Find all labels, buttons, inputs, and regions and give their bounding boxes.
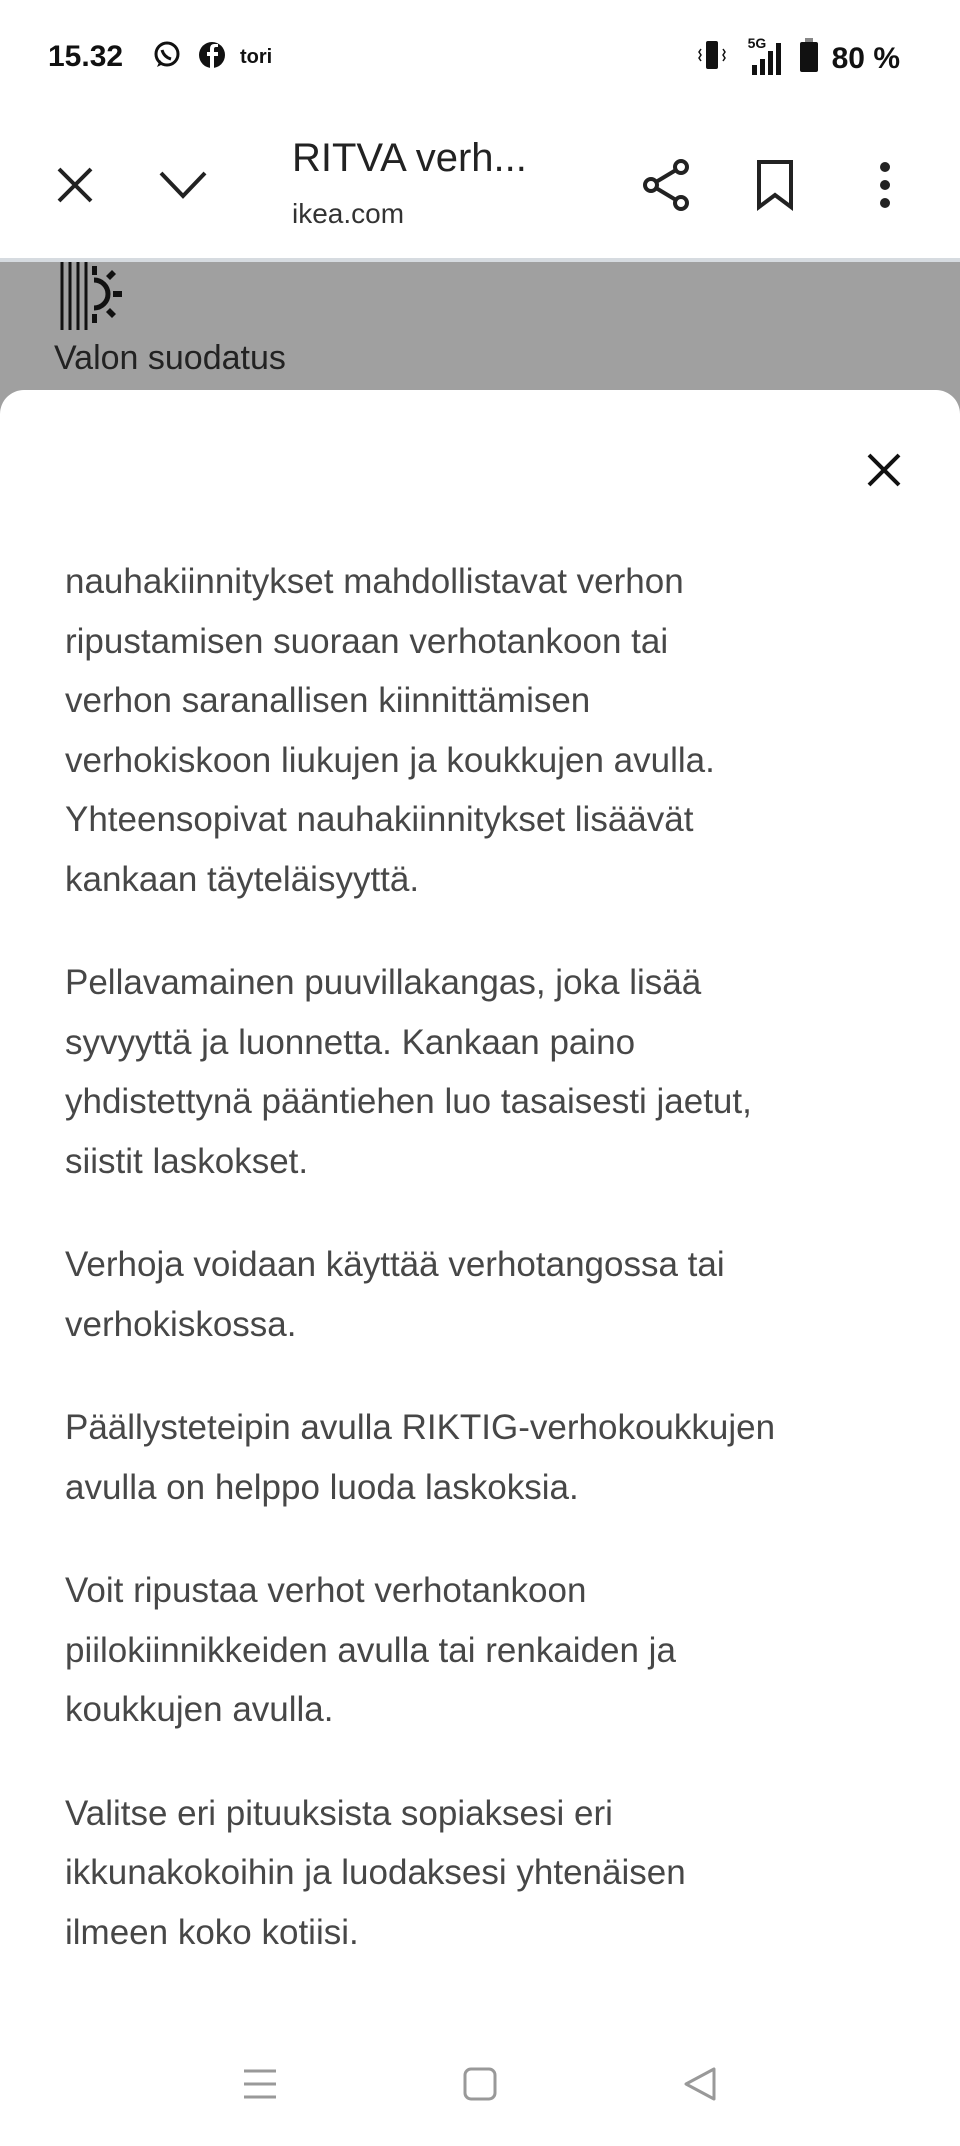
paragraph-line: Yhteensopivat nauhakiinnitykset lisäävät [65, 800, 694, 839]
paragraph-line: syvyyttä ja luonnetta. Kankaan paino [65, 1022, 636, 1062]
square-icon [462, 2066, 498, 2102]
network-type: 5G [747, 35, 767, 51]
minimize-button[interactable] [148, 150, 218, 220]
page-domain: ikea.com [292, 198, 405, 229]
light-filtering-label: Valon suodatus [54, 339, 286, 377]
paragraph-line: avulla on helppo luoda laskoksia. [65, 1467, 579, 1507]
product-details-sheet [0, 390, 960, 2146]
description-paragraph [65, 552, 945, 909]
paragraph-line: ilmeen koko kotiisi. [65, 1912, 359, 1952]
back-triangle-icon [682, 2066, 718, 2102]
recent-apps-button[interactable] [242, 2068, 278, 2105]
paragraph-line: Päällysteteipin avulla RIKTIG-verhokoukkujen [65, 1408, 776, 1447]
paragraph-line: verhokiskoon liukujen ja koukkujen avulla. [65, 740, 715, 780]
paragraph-line: Valitse eri pituuksista sopiaksesi eri [65, 1793, 613, 1833]
bookmark-icon [755, 159, 795, 211]
paragraph-line: kankaan täyteläisyyttä. [65, 859, 420, 899]
close-sheet-button[interactable] [854, 440, 914, 500]
paragraph-line: koukkujen avulla. [65, 1690, 334, 1729]
paragraph-line: siistit laskokset. [65, 1141, 309, 1181]
chevron-down-icon [158, 170, 208, 200]
product-description [65, 552, 945, 2006]
signal-icon [742, 35, 786, 77]
paragraph-line: Voit ripustaa verhot verhotankoon [65, 1571, 587, 1610]
clock: 15.32 [48, 40, 124, 73]
description-paragraph [65, 1561, 945, 1740]
light-filtering-icon [58, 262, 138, 332]
battery-level: 80 % [831, 42, 900, 75]
status-bar [0, 0, 960, 110]
paragraph-line: ripustamisen suoraan verhotankoon tai [65, 621, 669, 661]
tori-app-label: tori [240, 46, 273, 68]
paragraph-line: nauhakiinnitykset mahdollistavat verhon [65, 562, 684, 601]
close-icon [55, 165, 95, 205]
paragraph-line: ikkunakokoihin ja luodaksesi yhtenäisen [65, 1853, 686, 1892]
page-title: RITVA verh... [292, 136, 527, 180]
whatsapp-icon [152, 40, 182, 77]
close-tab-button[interactable] [40, 150, 110, 220]
share-icon [639, 157, 695, 213]
paragraph-line: verhokiskossa. [65, 1304, 297, 1344]
vibrate-icon [696, 39, 728, 79]
paragraph-line: piilokiinnikkeiden avulla tai renkaiden ja [65, 1630, 676, 1670]
menu-icon [242, 2068, 278, 2100]
description-paragraph [65, 1235, 945, 1354]
paragraph-line: Pellavamainen puuvillakangas, joka lisää [65, 963, 702, 1002]
description-paragraph [65, 1784, 945, 1963]
paragraph-line: verhon saranallisen kiinnittämisen [65, 681, 591, 720]
system-nav-bar [0, 2026, 960, 2146]
bookmark-button[interactable] [740, 150, 810, 220]
more-options-button[interactable] [850, 150, 920, 220]
back-button[interactable] [682, 2066, 718, 2107]
paragraph-line: yhdistettynä pääntiehen luo tasaisesti jaetut, [65, 1082, 752, 1121]
paragraph-line: Verhoja voidaan käyttää verhotangossa tai [65, 1245, 725, 1284]
description-paragraph [65, 953, 945, 1191]
close-icon [866, 452, 902, 488]
more-vert-icon [877, 161, 893, 209]
description-paragraph [65, 1398, 945, 1517]
home-button[interactable] [462, 2066, 498, 2107]
browser-toolbar [0, 110, 960, 260]
share-button[interactable] [632, 150, 702, 220]
battery-icon [800, 38, 818, 80]
facebook-icon [197, 40, 227, 77]
